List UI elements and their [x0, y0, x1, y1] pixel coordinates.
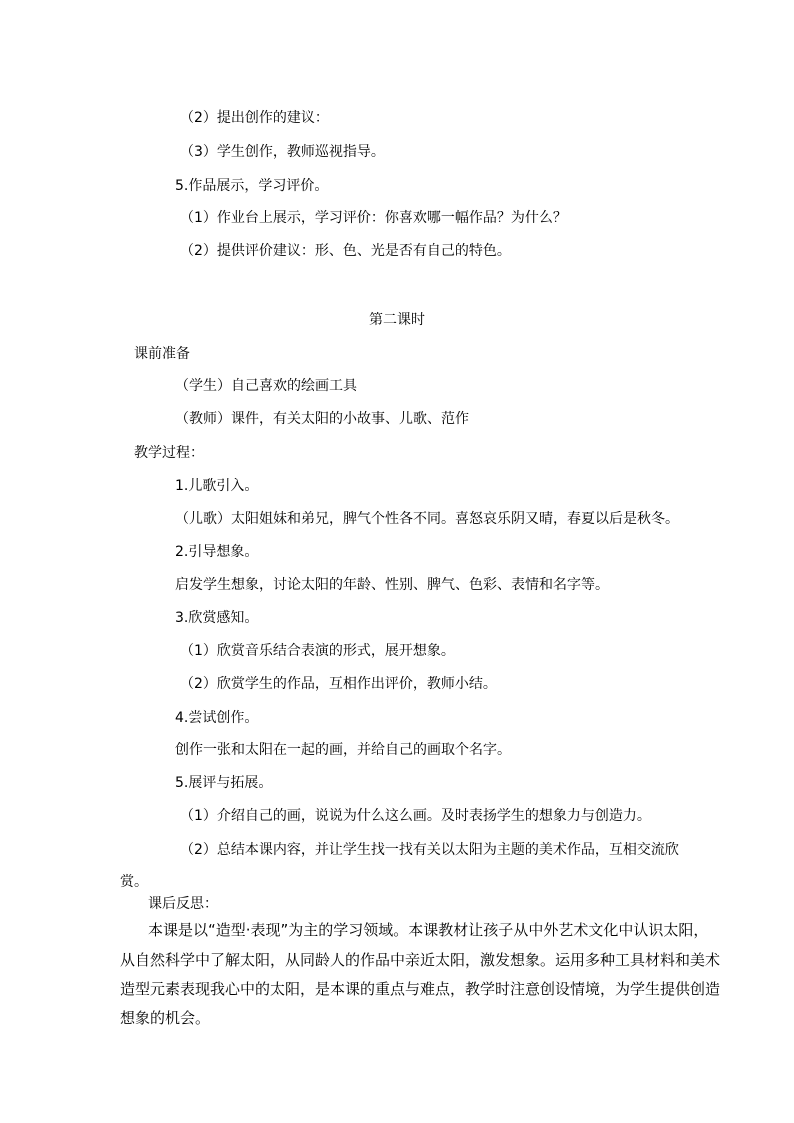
reflection-heading: 课后反思：: [148, 896, 218, 912]
step-heading: 5.作品展示，学习评价。: [175, 178, 329, 194]
step-heading: 5.展评与拓展。: [175, 775, 273, 791]
item-text: （3）学生创作，教师巡视指导。: [180, 144, 385, 160]
step-heading: 4.尝试创作。: [175, 710, 259, 726]
lesson-title: 第二课时: [369, 312, 425, 328]
step-text: 启发学生想象，讨论太阳的年龄、性别、脾气、色彩、表情和名字等。: [175, 577, 609, 593]
reflection-line: 本课是以“造型·表现”为主的学习领域。本课教材让孩子从中外艺术文化中认识太阳，: [148, 921, 709, 939]
summary-text-continued: 赏。: [120, 874, 148, 890]
step-text: （1）介绍自己的画，说说为什么这么画。及时表扬学生的想象力与创造力。: [180, 808, 651, 824]
step-heading: 1.儿歌引入。: [175, 478, 259, 494]
prep-heading: 课前准备: [134, 346, 190, 362]
reflection-line: 造型元素表现我心中的太阳，是本课的重点与难点，教学时注意创设情境，为学生提供创造: [120, 980, 721, 998]
process-heading: 教学过程：: [134, 445, 204, 461]
prep-item: （教师）课件，有关太阳的小故事、儿歌、范作: [175, 411, 469, 427]
item-text: （2）提出创作的建议：: [180, 110, 329, 126]
step-text: （1）欣赏音乐结合表演的形式，展开想象。: [180, 643, 455, 659]
item-text: （1）作业台上展示，学习评价：你喜欢哪一幅作品？为什么？: [180, 210, 567, 226]
item-text: （2）提供评价建议：形、色、光是否有自己的特色。: [180, 243, 511, 259]
reflection-line: 从自然科学中了解太阳，从同龄人的作品中亲近太阳，激发想象。运用多种工具材料和美术: [120, 951, 721, 969]
step-heading: 2.引导想象。: [175, 544, 259, 560]
step-text: 创作一张和太阳在一起的画，并给自己的画取个名字。: [175, 742, 511, 758]
step-text: （2）欣赏学生的作品，互相作出评价，教师小结。: [180, 676, 497, 692]
reflection-line: 想象的机会。: [120, 1009, 211, 1027]
prep-item: （学生）自己喜欢的绘画工具: [175, 378, 357, 394]
step-text: （儿歌）太阳姐妹和弟兄，脾气个性各不同。喜怒哀乐阴又晴，春夏以后是秋冬。: [175, 511, 679, 527]
step-heading: 3.欣赏感知。: [175, 610, 259, 626]
summary-text: （2）总结本课内容，并让学生找一找有关以太阳为主题的美术作品，互相交流欣: [180, 842, 679, 858]
